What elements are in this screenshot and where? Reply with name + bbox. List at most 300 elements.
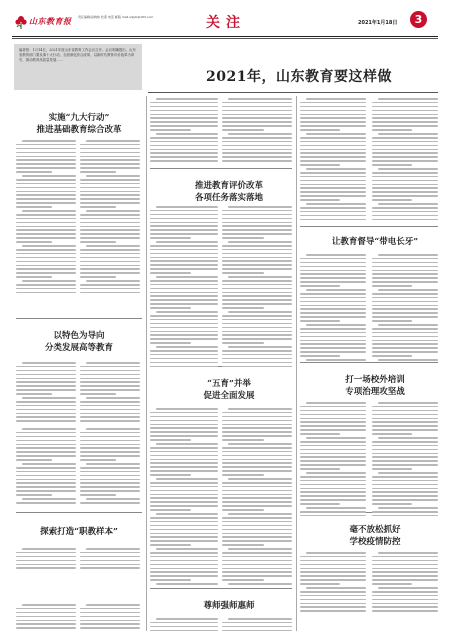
text-line <box>80 436 140 438</box>
text-line <box>300 488 366 490</box>
text-line <box>150 264 218 266</box>
text-line <box>378 289 438 291</box>
text-line <box>156 241 218 243</box>
text-line <box>222 420 292 422</box>
text-line <box>150 362 218 364</box>
text-line <box>228 133 292 135</box>
text-line <box>300 149 366 151</box>
text-line <box>228 548 292 550</box>
text-line <box>300 320 340 322</box>
text-line <box>80 486 140 488</box>
text-line <box>80 413 140 415</box>
text-line <box>80 284 140 286</box>
text-line <box>150 272 191 274</box>
text-line <box>300 445 366 447</box>
text-line <box>222 121 292 123</box>
text-line <box>156 98 218 100</box>
header-divider-thin <box>12 38 438 39</box>
text-line <box>150 225 218 227</box>
text-line <box>222 299 292 301</box>
body-text <box>16 362 76 424</box>
text-line <box>16 413 76 415</box>
text-line <box>372 410 438 412</box>
text-line <box>150 334 218 336</box>
text-line <box>372 499 438 501</box>
text-line <box>300 191 366 193</box>
text-line <box>300 610 366 612</box>
text-line <box>300 328 366 330</box>
body-text <box>16 140 76 296</box>
text-line <box>16 179 76 181</box>
text-line <box>300 425 366 427</box>
text-line <box>300 187 366 189</box>
text-line <box>372 129 412 131</box>
text-line <box>372 312 438 314</box>
body-text <box>222 206 292 369</box>
text-line <box>80 381 140 383</box>
text-line <box>16 420 76 422</box>
text-line <box>228 346 292 348</box>
text-line <box>80 620 140 622</box>
text-line <box>80 257 140 259</box>
text-line <box>150 237 191 239</box>
text-line <box>300 184 366 186</box>
text-line <box>300 343 366 345</box>
text-line <box>300 172 366 174</box>
text-line <box>300 351 366 353</box>
text-line <box>222 110 292 112</box>
text-line <box>80 627 140 629</box>
text-line <box>80 261 140 263</box>
text-line <box>150 536 218 538</box>
text-line <box>16 253 76 255</box>
text-line <box>222 331 292 333</box>
text-line <box>16 467 76 469</box>
text-line <box>16 233 76 235</box>
text-line <box>378 472 438 474</box>
text-line <box>378 133 438 135</box>
text-line <box>80 475 140 477</box>
text-line <box>80 222 140 224</box>
text-line <box>228 98 292 100</box>
text-line <box>222 455 292 457</box>
text-line <box>222 439 264 441</box>
text-line <box>16 475 76 477</box>
text-line <box>150 509 191 511</box>
text-line <box>300 273 366 275</box>
text-line <box>80 564 140 566</box>
column-divider <box>146 96 147 631</box>
text-line <box>150 327 218 329</box>
text-line <box>22 175 76 177</box>
text-line <box>228 443 292 445</box>
text-line <box>150 152 218 154</box>
text-line <box>150 505 218 507</box>
text-line <box>372 207 438 209</box>
text-line <box>22 397 76 399</box>
text-line <box>80 459 116 461</box>
text-line <box>150 350 218 352</box>
text-line <box>300 503 340 505</box>
text-line <box>80 276 116 278</box>
text-line <box>150 354 218 356</box>
text-line <box>372 110 438 112</box>
text-line <box>372 560 438 562</box>
text-line <box>222 536 292 538</box>
text-line <box>150 435 218 437</box>
text-line <box>222 229 292 231</box>
text-line <box>80 214 140 216</box>
text-line <box>150 459 218 461</box>
text-line <box>222 264 292 266</box>
text-line <box>222 630 292 632</box>
text-line <box>372 149 438 151</box>
text-line <box>300 156 366 158</box>
text-line <box>16 159 76 161</box>
text-line <box>300 429 366 431</box>
text-line <box>300 468 340 470</box>
text-line <box>150 560 218 562</box>
text-line <box>16 447 76 449</box>
text-line <box>372 503 412 505</box>
text-line <box>222 249 292 251</box>
text-line <box>372 281 438 283</box>
text-line <box>300 215 366 217</box>
text-line <box>80 440 140 442</box>
text-line <box>372 425 438 427</box>
text-line <box>16 292 76 294</box>
text-line <box>150 288 218 290</box>
text-line <box>300 599 366 601</box>
text-line <box>16 440 76 442</box>
text-line <box>16 432 76 434</box>
article-divider <box>150 168 292 169</box>
text-line <box>150 622 218 624</box>
text-line <box>16 284 76 286</box>
text-line <box>80 268 140 270</box>
text-line <box>16 187 76 189</box>
text-line <box>16 405 76 407</box>
text-line <box>372 262 438 264</box>
text-line <box>16 502 76 504</box>
text-line <box>222 260 292 262</box>
text-line <box>16 148 76 150</box>
text-line <box>222 459 292 461</box>
text-line <box>80 237 140 239</box>
text-line <box>300 591 366 593</box>
text-line <box>16 416 76 418</box>
text-line <box>372 583 412 585</box>
text-line <box>150 323 218 325</box>
text-line <box>80 556 140 558</box>
text-line <box>300 266 366 268</box>
text-line <box>80 623 140 625</box>
text-line <box>80 202 140 204</box>
text-line <box>80 152 140 154</box>
text-line <box>222 416 292 418</box>
text-line <box>228 408 292 410</box>
text-line <box>156 276 218 278</box>
text-line <box>16 272 76 274</box>
text-line <box>300 293 366 295</box>
text-line <box>300 556 366 558</box>
text-line <box>300 355 340 357</box>
text-line <box>372 571 438 573</box>
text-line <box>222 482 292 484</box>
text-line <box>222 257 292 259</box>
text-line <box>222 225 292 227</box>
text-line <box>378 203 438 205</box>
text-line <box>300 308 366 310</box>
text-line <box>150 233 218 235</box>
text-line <box>300 476 366 478</box>
text-line <box>222 323 292 325</box>
text-line <box>16 167 76 169</box>
text-line <box>80 494 116 496</box>
text-line <box>150 486 218 488</box>
text-line <box>150 466 218 468</box>
text-line <box>306 402 366 404</box>
text-line <box>372 320 412 322</box>
text-line <box>16 288 76 290</box>
text-line <box>156 513 218 515</box>
text-line <box>150 455 218 457</box>
text-line <box>150 303 218 305</box>
text-line <box>80 378 140 380</box>
text-line <box>222 427 292 429</box>
text-line <box>16 374 76 376</box>
text-line <box>372 568 438 570</box>
text-line <box>80 183 140 185</box>
text-line <box>372 564 438 566</box>
text-line <box>372 285 412 287</box>
text-line <box>372 184 438 186</box>
text-line <box>372 441 438 443</box>
text-line <box>80 218 140 220</box>
article-headline: 实施“九大行动” 推进基础教育综合改革 <box>36 113 122 135</box>
text-line <box>222 137 292 139</box>
text-line <box>16 608 76 610</box>
text-line <box>300 176 366 178</box>
text-line <box>16 564 76 566</box>
text-line <box>372 102 438 104</box>
text-line <box>80 366 140 368</box>
text-line <box>80 401 140 403</box>
text-line <box>222 253 292 255</box>
text-line <box>80 389 140 391</box>
text-line <box>372 121 438 123</box>
text-line <box>300 285 340 287</box>
text-line <box>80 374 140 376</box>
text-line <box>80 249 140 251</box>
text-line <box>372 266 438 268</box>
text-line <box>300 258 366 260</box>
text-line <box>228 206 292 208</box>
text-line <box>372 258 438 260</box>
body-text <box>80 548 140 571</box>
text-line <box>306 98 366 100</box>
text-line <box>80 241 116 243</box>
text-line <box>222 342 264 344</box>
text-line <box>22 362 76 364</box>
text-line <box>300 453 366 455</box>
text-line <box>16 560 76 562</box>
text-line <box>16 620 76 622</box>
text-line <box>372 336 438 338</box>
text-line <box>372 117 438 119</box>
text-line <box>150 447 218 449</box>
text-line <box>16 409 76 411</box>
text-line <box>306 168 366 170</box>
text-line <box>86 548 140 550</box>
text-line <box>222 571 292 573</box>
text-line <box>222 521 292 523</box>
text-line <box>300 305 366 307</box>
article-headline: 打一场校外培训 专项治理攻坚战 <box>345 375 405 397</box>
text-line <box>150 552 218 554</box>
text-line <box>222 462 292 464</box>
text-line <box>150 210 218 212</box>
flower-logo-icon <box>14 14 28 30</box>
text-line <box>80 179 140 181</box>
text-line <box>300 406 366 408</box>
text-line <box>372 453 438 455</box>
text-line <box>222 334 292 336</box>
text-line <box>378 254 438 256</box>
text-line <box>22 498 76 500</box>
text-line <box>80 405 140 407</box>
text-line <box>150 295 218 297</box>
text-line <box>222 424 292 426</box>
text-line <box>372 308 438 310</box>
text-line <box>222 354 292 356</box>
text-line <box>300 180 366 182</box>
text-line <box>22 604 76 606</box>
text-line <box>80 191 140 193</box>
text-line <box>300 207 366 209</box>
text-line <box>300 595 366 597</box>
text-line <box>300 484 366 486</box>
text-line <box>16 191 76 193</box>
text-line <box>228 241 292 243</box>
text-line <box>222 505 292 507</box>
text-line <box>16 612 76 614</box>
text-line <box>156 443 218 445</box>
text-line <box>222 284 292 286</box>
body-text <box>372 254 438 363</box>
text-line <box>80 253 140 255</box>
text-line <box>372 575 438 577</box>
text-line <box>150 222 218 224</box>
text-line <box>16 436 76 438</box>
text-line <box>80 490 140 492</box>
text-line <box>300 312 366 314</box>
text-line <box>300 102 366 104</box>
text-line <box>86 604 140 606</box>
text-line <box>16 229 76 231</box>
article-headline: 尊师强师惠师 <box>203 601 255 611</box>
text-line <box>372 199 412 201</box>
text-line <box>372 273 438 275</box>
text-line <box>372 277 438 279</box>
text-line <box>300 460 366 462</box>
text-line <box>300 564 366 566</box>
body-text <box>150 206 218 369</box>
text-line <box>222 431 292 433</box>
text-line <box>150 102 218 104</box>
text-line <box>222 358 292 360</box>
text-line <box>80 233 140 235</box>
text-line <box>16 194 76 196</box>
text-line <box>300 579 366 581</box>
text-line <box>378 168 438 170</box>
text-line <box>222 575 292 577</box>
text-line <box>222 626 292 628</box>
text-line <box>86 140 140 142</box>
text-line <box>80 292 140 294</box>
article-divider <box>300 226 438 227</box>
text-line <box>300 449 366 451</box>
body-text <box>150 408 218 587</box>
body-text <box>222 618 292 632</box>
text-line <box>300 336 366 338</box>
article-divider <box>16 318 142 319</box>
text-line <box>300 583 340 585</box>
text-line <box>222 366 292 368</box>
editor-info: 责任编辑/孙晓炜 杜燕 电话 邮箱 mail.sdjyb@163.com <box>78 15 154 19</box>
text-line <box>300 152 366 154</box>
text-line <box>300 316 366 318</box>
text-line <box>80 416 140 418</box>
text-line <box>300 262 366 264</box>
text-line <box>150 149 218 151</box>
text-line <box>222 315 292 317</box>
text-line <box>80 567 140 569</box>
text-line <box>22 140 76 142</box>
text-line <box>372 406 438 408</box>
text-line <box>372 511 438 513</box>
text-line <box>222 303 292 305</box>
text-line <box>372 456 438 458</box>
text-line <box>80 229 140 231</box>
text-line <box>80 471 140 473</box>
body-text <box>150 618 218 632</box>
text-line <box>372 172 438 174</box>
text-line <box>150 424 218 426</box>
text-line <box>372 351 438 353</box>
text-line <box>156 206 218 208</box>
text-line <box>150 299 218 301</box>
body-text <box>372 402 438 519</box>
text-line <box>372 114 438 116</box>
text-line <box>372 301 438 303</box>
text-line <box>300 332 366 334</box>
text-line <box>80 148 140 150</box>
article-headline: 毫不放松抓好 学校疫情防控 <box>349 525 401 547</box>
text-line <box>150 307 191 309</box>
text-line <box>150 137 218 139</box>
text-line <box>80 560 140 562</box>
text-line <box>300 571 366 573</box>
article-headline: 让教育督导“带电长牙” <box>331 237 419 247</box>
text-line <box>222 125 292 127</box>
text-line <box>16 455 76 457</box>
text-line <box>300 603 366 605</box>
section-title: 关注 <box>206 15 246 31</box>
text-line <box>372 187 438 189</box>
text-line <box>300 418 366 420</box>
body-text <box>300 254 366 363</box>
